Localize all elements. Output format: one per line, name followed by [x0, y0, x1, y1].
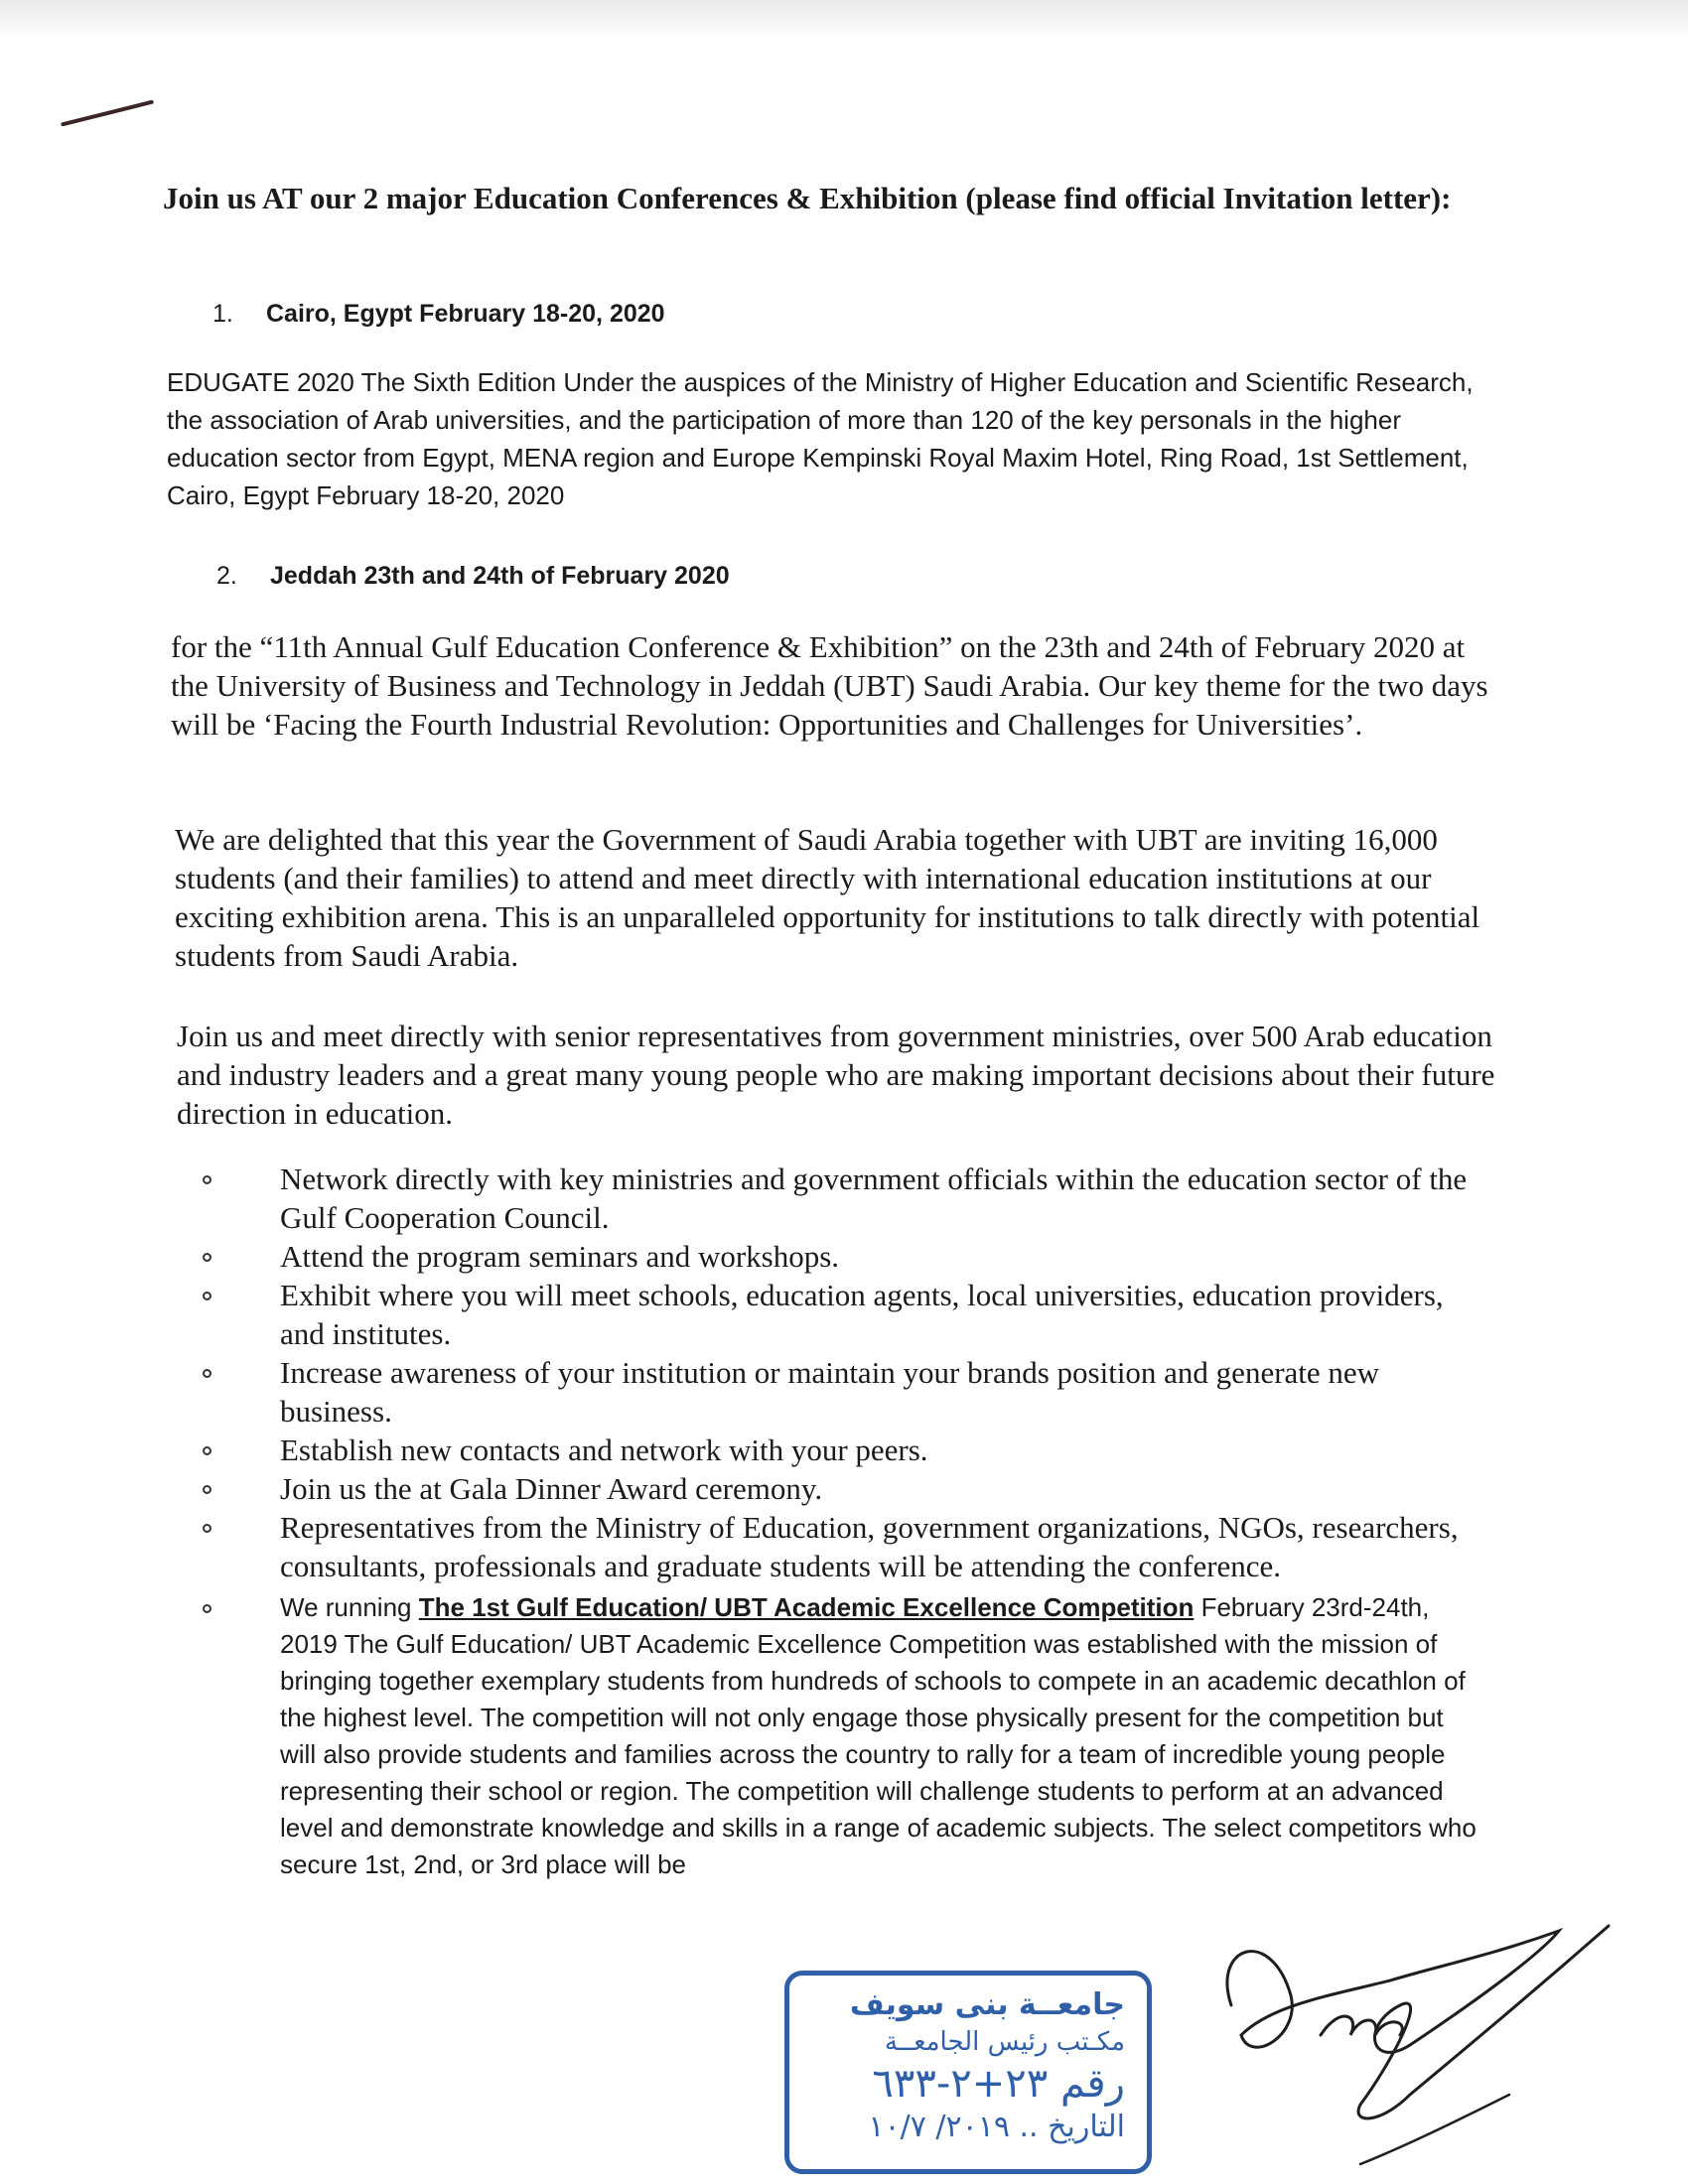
stamp-line-office: مكـتب رئيس الجامعــة — [884, 2027, 1125, 2057]
list-item-title: Cairo, Egypt February 18-20, 2020 — [266, 300, 665, 328]
page-heading: Join us AT our 2 major Education Conferences & Exhibition (please find official Invitation letter): — [163, 181, 1452, 215]
list-item: Increase awareness of your institution or maintain your brands position and generate new business. — [203, 1353, 1483, 1431]
signature-stroke — [1227, 1926, 1609, 2118]
bullet-icon — [203, 1524, 211, 1533]
conference-paragraph: for the “11th Annual Gulf Education Conference & Exhibition” on the 23th and 24th of February 2020 at the University of Business and Technology in Jeddah (UBT) Saudi Arabia. Our key theme for the two days will be ‘Facing the Fourth Industrial Revolution: Opportunities and Challenges for Universities’. — [171, 629, 1488, 742]
list-item: Representatives from the Ministry of Education, government organizations, NGOs, researchers, consultants, professionals and graduate students will be attending the conference. — [203, 1508, 1483, 1585]
bullet-icon — [203, 1253, 211, 1262]
scan-shadow — [0, 0, 1688, 40]
join-paragraph: Join us and meet directly with senior representatives from government ministries, over 500 Arab education and industry leaders and a great many young people who are making important decisions about their future direction in education. — [177, 1019, 1495, 1131]
handwritten-signature — [1211, 1886, 1628, 2184]
list-number: 1. — [212, 300, 233, 328]
list-item-title: Jeddah 23th and 24th of February 2020 — [270, 562, 730, 590]
stamp-line-date: التاريخ .. ٢٠١٩/ ١٠/٧ — [868, 2110, 1125, 2144]
pen-mark — [61, 99, 154, 126]
signature-stroke — [1360, 2095, 1509, 2164]
bullet-icon — [203, 1292, 211, 1300]
list-item-jeddah — [216, 562, 730, 591]
students-paragraph: We are delighted that this year the Government of Saudi Arabia together with UBT are inviting 16,000 students (and their families) to attend and meet directly with international education institutions at our exciting exhibition arena. This is an unparalleled opportunity for institutions to talk directly with potential students from Saudi Arabia. — [175, 822, 1480, 973]
list-item: Attend the program seminars and workshops. — [203, 1237, 1483, 1276]
benefits-list — [203, 1160, 1483, 1883]
edugate-paragraph: EDUGATE 2020 The Sixth Edition Under the auspices of the Ministry of Higher Education and Scientific Research, the association of Arab universities, and the participation of more than 120 of the key personals in the higher education sector from Egypt, MENA region and Europe Kempinski Royal Maxim Hotel, Ring Road, 1st Settlement, Cairo, Egypt February 18-20, 2020 — [167, 367, 1474, 510]
stamp-line-university: جامعــة بنى سويف — [849, 1987, 1125, 2022]
bullet-icon — [203, 1485, 211, 1494]
bullet-icon — [203, 1175, 211, 1184]
list-item-competition: We running The 1st Gulf Education/ UBT Academic Excellence Competition February 23rd-24th, 2019 The Gulf Education/ UBT Academic Excellence Competition was established with the mission of bringing together exemplary students from hundreds of schools to compete in an academic decathlon of the highest level. The competition will not only engage those physically present for the competition but will also provide students and families across the country to rally for a team of incredible young people representing their school or region. The competition will challenge students to perform at an advanced level and demonstrate knowledge and skills in a range of academic subjects. The select competitors who secure 1st, 2nd, or 3rd place will be — [203, 1589, 1483, 1883]
list-item: Exhibit where you will meet schools, education agents, local universities, education providers, and institutes. — [203, 1276, 1483, 1353]
bullet-icon — [203, 1446, 211, 1455]
university-stamp — [784, 1971, 1152, 2174]
competition-link[interactable]: The 1st Gulf Education/ UBT Academic Excellence Competition — [418, 1592, 1195, 1622]
list-item: Network directly with key ministries and government officials within the education sector of the Gulf Cooperation Council. — [203, 1160, 1483, 1237]
list-item: Establish new contacts and network with your peers. — [203, 1431, 1483, 1469]
signature-stroke — [1321, 2016, 1402, 2035]
list-number: 2. — [216, 562, 237, 590]
bullet-icon — [203, 1369, 211, 1378]
list-item: Join us the at Gala Dinner Award ceremony. — [203, 1469, 1483, 1508]
bullet-icon — [203, 1604, 211, 1613]
stamp-line-number: رقم ٢٣+٢-٦٣٣ — [872, 2061, 1125, 2107]
list-item-cairo — [212, 300, 665, 329]
